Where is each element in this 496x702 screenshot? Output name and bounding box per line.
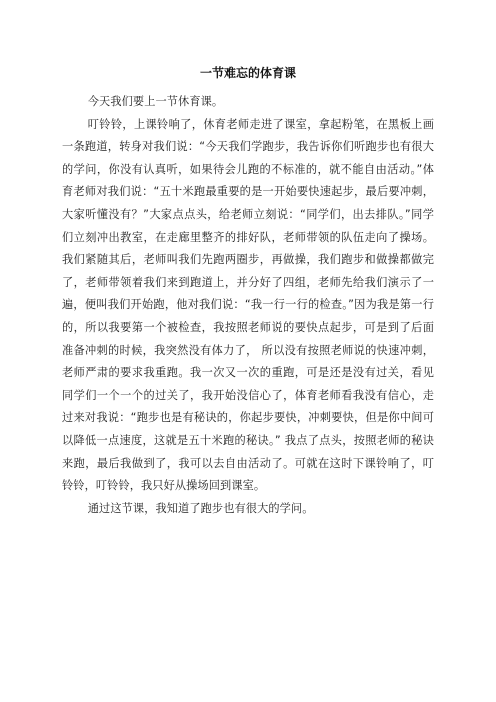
paragraph-intro: 今天我们要上一节休育课。 <box>87 95 224 108</box>
document-body <box>62 91 434 520</box>
paragraph-main: 叮铃铃，上课铃响了，休育老师走进了课室，拿起粉笔，在黑板上画 一条跑道，转身对我们说：“今天我们学跑步，我告诉你们听跑步也有很大的学问，你没有认真听，如果待会儿跑的不标准的，就不能自由活动。”体育老师对我们说：“五十米跑最重要的是一开始要快速起步，最后要冲刺，大家听懂没有？”大家点点头，给老师立刻说：“同学们，出去排队。”同学们立刻冲出教室，在走廊里整齐的排好队，老师带领的队伍走向了操场。我们紧随其后，老师叫我们先跑两圈步，再做操，我们跑步和做操都做完了，老师带领着我们来到跑道上，并分好了四组，老师先给我们演示了一遍，便叫我们开始跑，他对我们说：“我一行一行的检查。”因为我是第一行的，所以我要第一个被检查，我按照老师说的要快点起步，可是到了后面准备冲刺的时候，我突然没有体力了， 所以没有按照老师说的快速冲刺，老师严肃的要求我重跑。我一次又一次的重跑，可是还是没有过关，看见同学们一个一个的过关了，我开始没信心了，体育老师看我没有信心，走过来对我说：“跑步也是有秘诀的，你起步要快，冲刺要快，但是你中间可以降低一点速度，这就是五十米跑的秘诀。” 我点了点头，按照老师的秘诀来跑，最后我做到了，我可以去自由活动了。可就在这时下课铃响了，叮铃铃，叮铃铃，我只好从操场回到课室。 <box>62 117 434 493</box>
paragraph-conclusion: 通过这节课，我知道了跑步也有很大的学问。 <box>87 501 314 515</box>
document-title: 一节难忘的体育课 <box>199 66 296 80</box>
